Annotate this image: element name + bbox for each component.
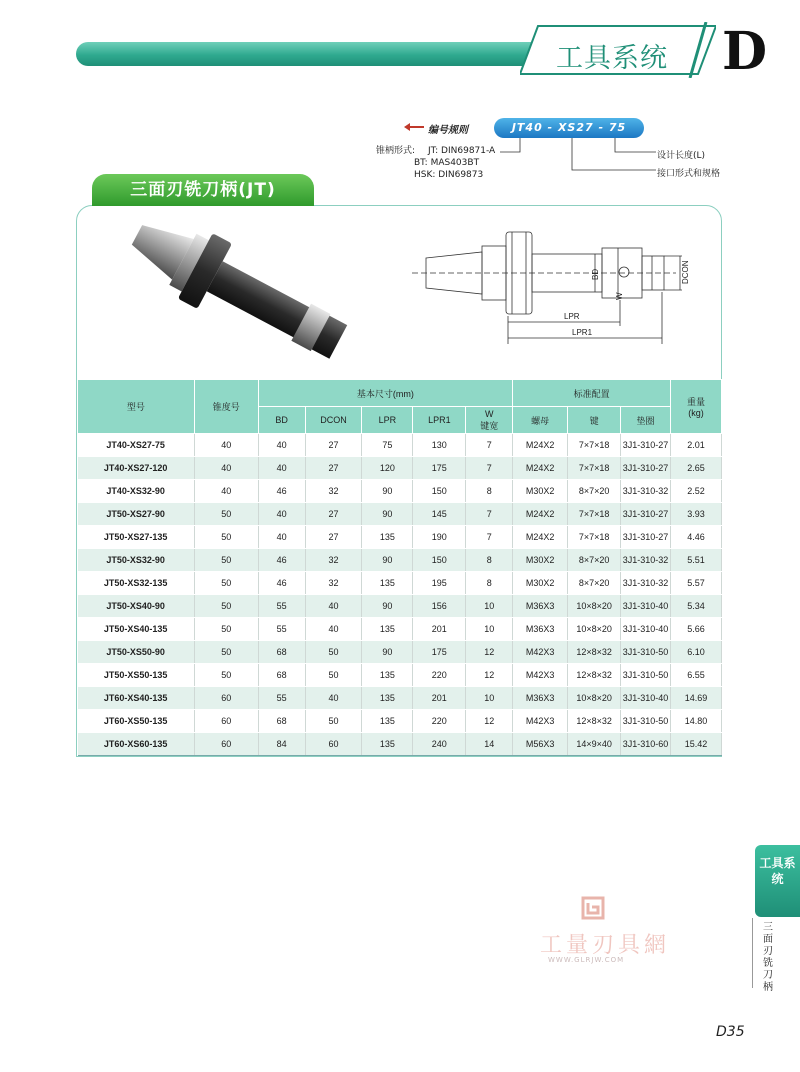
table-cell: 27 xyxy=(305,434,362,457)
table-cell: 50 xyxy=(194,572,258,595)
table-cell: 10 xyxy=(466,687,513,710)
section-title: 三面刃铣刀柄(JT) xyxy=(92,174,314,206)
table-cell: 55 xyxy=(258,687,305,710)
table-row xyxy=(78,549,722,572)
table-cell: 32 xyxy=(305,480,362,503)
table-cell: 3J1-310-32 xyxy=(621,480,671,503)
table-cell: JT50-XS50-135 xyxy=(78,664,195,687)
table-cell: 7 xyxy=(466,434,513,457)
table-cell: 50 xyxy=(194,549,258,572)
drawing-label-w: W xyxy=(615,292,624,300)
table-cell: 175 xyxy=(413,457,466,480)
table-cell: 5.51 xyxy=(670,549,721,572)
table-cell: 145 xyxy=(413,503,466,526)
col-header-washer: 垫圈 xyxy=(621,407,671,434)
weight-unit: (kg) xyxy=(688,408,704,418)
table-cell: 27 xyxy=(305,503,362,526)
drawing-label-bd: BD xyxy=(591,268,600,280)
table-cell: M42X3 xyxy=(513,710,568,733)
page-number: D35 xyxy=(716,1024,745,1040)
table-cell: M42X3 xyxy=(513,664,568,687)
table-cell: M56X3 xyxy=(513,733,568,756)
table-cell: 68 xyxy=(258,710,305,733)
table-cell: 3J1-310-40 xyxy=(621,595,671,618)
table-cell: 7 xyxy=(466,457,513,480)
table-cell: M24X2 xyxy=(513,434,568,457)
col-header-nut: 螺母 xyxy=(513,407,568,434)
table-row xyxy=(78,457,722,480)
shank-type-jt: JT: DIN69871-A xyxy=(428,146,496,156)
table-cell: 10 xyxy=(466,595,513,618)
table-cell: 50 xyxy=(194,618,258,641)
table-cell: 240 xyxy=(413,733,466,756)
table-cell: 135 xyxy=(362,664,413,687)
table-row xyxy=(78,733,722,756)
table-cell: 12×8×32 xyxy=(568,641,621,664)
table-cell: 201 xyxy=(413,618,466,641)
table-cell: 50 xyxy=(194,641,258,664)
table-cell: 220 xyxy=(413,664,466,687)
table-cell: M24X2 xyxy=(513,457,568,480)
technical-drawing xyxy=(412,222,708,352)
col-header-model: 型号 xyxy=(78,380,195,434)
table-cell: 10×8×20 xyxy=(568,595,621,618)
w-label: W xyxy=(484,408,494,419)
table-cell: 12 xyxy=(466,641,513,664)
table-cell: 14.80 xyxy=(670,710,721,733)
table-cell: M30X2 xyxy=(513,480,568,503)
table-cell: 7 xyxy=(466,526,513,549)
table-cell: 40 xyxy=(258,503,305,526)
header-letter: D xyxy=(722,21,768,82)
table-cell: 3J1-310-27 xyxy=(621,526,671,549)
table-cell: 10×8×20 xyxy=(568,687,621,710)
table-cell: 201 xyxy=(413,687,466,710)
table-cell: JT50-XS40-90 xyxy=(78,595,195,618)
table-row xyxy=(78,480,722,503)
col-header-lpr1: LPR1 xyxy=(413,407,466,434)
w-sublabel: 键宽 xyxy=(480,420,499,431)
table-cell: 84 xyxy=(258,733,305,756)
table-cell: M36X3 xyxy=(513,595,568,618)
table-cell: 3J1-310-50 xyxy=(621,641,671,664)
table-cell: 3J1-310-50 xyxy=(621,664,671,687)
table-cell: JT60-XS50-135 xyxy=(78,710,195,733)
table-cell: 40 xyxy=(305,618,362,641)
table-cell: 40 xyxy=(258,457,305,480)
table-cell: 40 xyxy=(194,480,258,503)
table-cell: 55 xyxy=(258,618,305,641)
shank-types xyxy=(376,145,495,181)
table-cell: 7×7×18 xyxy=(568,503,621,526)
table-cell: 50 xyxy=(305,664,362,687)
col-header-taper: 锥度号 xyxy=(194,380,258,434)
design-length-label: 设计长度(L) xyxy=(657,151,706,161)
table-cell: 68 xyxy=(258,664,305,687)
weight-label: 重量 xyxy=(686,397,705,407)
table-cell: JT50-XS50-90 xyxy=(78,641,195,664)
table-cell: JT50-XS27-135 xyxy=(78,526,195,549)
table-cell: 2.65 xyxy=(670,457,721,480)
table-cell: 135 xyxy=(362,618,413,641)
table-cell: 60 xyxy=(194,687,258,710)
table-cell: 55 xyxy=(258,595,305,618)
table-cell: 27 xyxy=(305,526,362,549)
table-cell: 135 xyxy=(362,526,413,549)
table-cell: 7×7×18 xyxy=(568,434,621,457)
table-cell: 195 xyxy=(413,572,466,595)
table-cell: JT50-XS32-135 xyxy=(78,572,195,595)
spec-table-body xyxy=(78,434,722,756)
table-row xyxy=(78,595,722,618)
table-cell: 3J1-310-32 xyxy=(621,572,671,595)
shank-type-hsk: HSK: DIN69873 xyxy=(414,170,484,180)
header-title: 工具系统 xyxy=(556,43,668,74)
table-cell: 156 xyxy=(413,595,466,618)
table-cell: 135 xyxy=(362,572,413,595)
table-cell: JT50-XS40-135 xyxy=(78,618,195,641)
table-cell: 3J1-310-60 xyxy=(621,733,671,756)
table-cell: 90 xyxy=(362,480,413,503)
table-row xyxy=(78,618,722,641)
watermark-url: WWW.GLRJW.COM xyxy=(548,956,625,964)
table-cell: 50 xyxy=(194,526,258,549)
table-cell: JT60-XS40-135 xyxy=(78,687,195,710)
side-chapter-subtitle: 三面刃铣刀柄 xyxy=(763,922,773,993)
table-cell: M24X2 xyxy=(513,503,568,526)
table-cell: 7 xyxy=(466,503,513,526)
col-header-bd: BD xyxy=(258,407,305,434)
table-cell: JT50-XS32-90 xyxy=(78,549,195,572)
table-cell: 7×7×18 xyxy=(568,457,621,480)
table-cell: 14 xyxy=(466,733,513,756)
table-cell: 5.57 xyxy=(670,572,721,595)
table-row xyxy=(78,664,722,687)
table-cell: 220 xyxy=(413,710,466,733)
table-cell: 3J1-310-50 xyxy=(621,710,671,733)
table-cell: 8 xyxy=(466,549,513,572)
side-chapter-tab: 工具系统 xyxy=(755,845,800,917)
table-cell: 14.69 xyxy=(670,687,721,710)
table-cell: 5.34 xyxy=(670,595,721,618)
table-cell: 190 xyxy=(413,526,466,549)
table-cell: 10×8×20 xyxy=(568,618,621,641)
table-row xyxy=(78,710,722,733)
table-cell: 8×7×20 xyxy=(568,549,621,572)
product-photo xyxy=(112,218,372,368)
table-cell: 40 xyxy=(258,434,305,457)
table-cell: 2.52 xyxy=(670,480,721,503)
table-cell: 130 xyxy=(413,434,466,457)
col-header-w xyxy=(466,407,513,434)
col-header-weight xyxy=(670,380,721,434)
interface-label: 接口形式和规格 xyxy=(657,169,721,179)
table-cell: 60 xyxy=(194,733,258,756)
coding-rule-label: 编号规则 xyxy=(428,125,468,136)
table-cell: 175 xyxy=(413,641,466,664)
table-cell: 6.10 xyxy=(670,641,721,664)
table-cell: 68 xyxy=(258,641,305,664)
table-cell: 12 xyxy=(466,710,513,733)
coding-leader-lines xyxy=(480,136,660,176)
table-cell: 3J1-310-40 xyxy=(621,618,671,641)
watermark-text: 工量刃具網 xyxy=(540,933,671,958)
table-cell: 4.46 xyxy=(670,526,721,549)
table-cell: 10 xyxy=(466,618,513,641)
table-cell: M36X3 xyxy=(513,687,568,710)
table-cell: 50 xyxy=(305,641,362,664)
table-cell: 135 xyxy=(362,710,413,733)
table-cell: 50 xyxy=(194,595,258,618)
rule-arrow-icon xyxy=(408,126,424,128)
table-cell: 40 xyxy=(194,434,258,457)
table-cell: 40 xyxy=(305,687,362,710)
table-row xyxy=(78,687,722,710)
table-cell: 40 xyxy=(194,457,258,480)
table-cell: 135 xyxy=(362,733,413,756)
table-cell: 90 xyxy=(362,549,413,572)
drawing-label-lpr1: LPR1 xyxy=(572,328,593,337)
table-row xyxy=(78,503,722,526)
table-cell: 3J1-310-27 xyxy=(621,434,671,457)
shank-label: 锥柄形式: xyxy=(376,146,416,156)
table-cell: JT40-XS27-75 xyxy=(78,434,195,457)
table-cell: 90 xyxy=(362,503,413,526)
table-cell: 50 xyxy=(194,503,258,526)
table-cell: 60 xyxy=(305,733,362,756)
spec-table xyxy=(77,379,722,756)
table-cell: M24X2 xyxy=(513,526,568,549)
group-header-standard: 标准配置 xyxy=(513,380,671,407)
table-cell: JT40-XS32-90 xyxy=(78,480,195,503)
table-cell: JT60-XS60-135 xyxy=(78,733,195,756)
table-cell: 3.93 xyxy=(670,503,721,526)
table-cell: 150 xyxy=(413,480,466,503)
table-cell: 50 xyxy=(194,664,258,687)
table-cell: 7×7×18 xyxy=(568,526,621,549)
table-cell: M36X3 xyxy=(513,618,568,641)
table-cell: 3J1-310-32 xyxy=(621,549,671,572)
table-cell: 8 xyxy=(466,480,513,503)
table-cell: 40 xyxy=(305,595,362,618)
table-cell: 5.66 xyxy=(670,618,721,641)
table-cell: 15.42 xyxy=(670,733,721,756)
table-cell: 3J1-310-27 xyxy=(621,503,671,526)
side-divider xyxy=(752,918,753,988)
table-row xyxy=(78,641,722,664)
drawing-label-lpr: LPR xyxy=(564,312,580,321)
table-cell: JT50-XS27-90 xyxy=(78,503,195,526)
table-cell: 12 xyxy=(466,664,513,687)
table-cell: 150 xyxy=(413,549,466,572)
table-cell: 120 xyxy=(362,457,413,480)
table-cell: 8 xyxy=(466,572,513,595)
table-cell: 46 xyxy=(258,572,305,595)
col-header-lpr: LPR xyxy=(362,407,413,434)
col-header-dcon: DCON xyxy=(305,407,362,434)
table-cell: 3J1-310-40 xyxy=(621,687,671,710)
table-row xyxy=(78,434,722,457)
table-cell: 8×7×20 xyxy=(568,572,621,595)
table-cell: 75 xyxy=(362,434,413,457)
table-cell: 3J1-310-27 xyxy=(621,457,671,480)
table-cell: JT40-XS27-120 xyxy=(78,457,195,480)
group-header-dimensions: 基本尺寸(mm) xyxy=(258,380,513,407)
table-cell: 12×8×32 xyxy=(568,664,621,687)
shank-type-bt: BT: MAS403BT xyxy=(414,158,480,168)
table-cell: 6.55 xyxy=(670,664,721,687)
table-cell: 46 xyxy=(258,549,305,572)
table-cell: 32 xyxy=(305,549,362,572)
table-cell: 90 xyxy=(362,641,413,664)
table-cell: 27 xyxy=(305,457,362,480)
table-cell: 135 xyxy=(362,687,413,710)
table-cell: 14×9×40 xyxy=(568,733,621,756)
table-cell: 50 xyxy=(305,710,362,733)
table-cell: 60 xyxy=(194,710,258,733)
table-cell: M42X3 xyxy=(513,641,568,664)
table-cell: 2.01 xyxy=(670,434,721,457)
table-cell: 40 xyxy=(258,526,305,549)
table-cell: M30X2 xyxy=(513,572,568,595)
table-row xyxy=(78,572,722,595)
col-header-key: 键 xyxy=(568,407,621,434)
table-cell: 8×7×20 xyxy=(568,480,621,503)
drawing-label-dcon: DCON xyxy=(681,260,690,284)
table-cell: 12×8×32 xyxy=(568,710,621,733)
table-cell: 46 xyxy=(258,480,305,503)
watermark-logo-icon xyxy=(580,895,606,921)
table-cell: M30X2 xyxy=(513,549,568,572)
table-cell: 90 xyxy=(362,595,413,618)
table-row xyxy=(78,526,722,549)
table-cell: 32 xyxy=(305,572,362,595)
coding-example-pill: JT40 - XS27 - 75 xyxy=(494,118,644,138)
